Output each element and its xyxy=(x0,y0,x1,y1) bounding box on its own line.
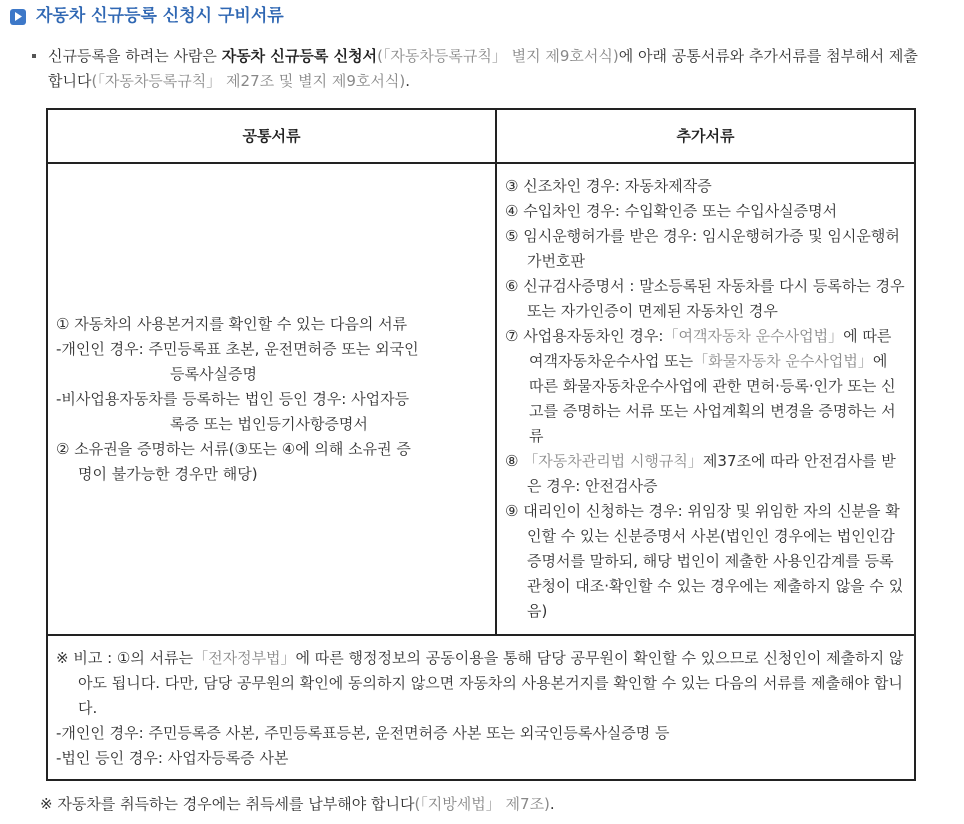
list-item xyxy=(505,324,906,449)
intro-text-2: 에 아래 공통서류와 추가서류를 첨부해서 제출합니다 xyxy=(48,47,918,90)
remark-text-body: 에 따른 행정정보의 공동이용을 통해 담당 공무원이 확인할 수 있으므로 신청인이 제출하지 않아도 됩니다. 다만, 담당 공무원의 확인에 동의하지 않으면 자동차의 사용본거지를 확인할 수 있는 다음의 서류를 제출해야 합니다. xyxy=(78,649,904,717)
remark-text-start: ※ 비고 : ①의 서류는 xyxy=(56,649,194,667)
item-text: ⑦ 사업용자동차인 경우: xyxy=(505,327,664,345)
documents-table xyxy=(46,108,916,781)
item-text: 에 따른 여객자동차운수사업 또는 xyxy=(529,327,892,370)
list-item: 등록사실증명 xyxy=(170,364,257,383)
list-item: ⑥ 신규검사증명서 : 말소등록된 자동차를 다시 등록하는 경우 또는 자가인증이 면제된 자동차인 경우 xyxy=(505,277,905,320)
bullet-marker xyxy=(32,54,36,58)
item-text: ⑧ xyxy=(505,452,519,470)
table-row xyxy=(47,163,915,635)
law-reference-link[interactable]: 「자동차관리법 시행규칙」 xyxy=(523,452,703,470)
remarks-cell xyxy=(47,635,915,780)
column-header-common: 공통서류 xyxy=(47,109,496,163)
list-item: ① 자동차의 사용본거지를 확인할 수 있는 다음의 서류 xyxy=(56,314,408,333)
table-header-row xyxy=(47,109,915,163)
intro-paragraph xyxy=(36,44,926,94)
list-item: -개인인 경우: 주민등록표 초본, 운전면허증 또는 외국인 xyxy=(56,339,419,358)
item-text: 에 따른 화물자동차운수사업에 관한 면허·등록·인가 또는 신고를 증명하는 서류 또는 사업계획의 변경을 증명하는 서류 xyxy=(529,352,896,445)
remark-list-item: -법인 등인 경우: 사업자등록증 사본 xyxy=(56,749,289,767)
list-item: ⑨ 대리인이 신청하는 경우: 위임장 및 위임한 자의 신분을 확인할 수 있는 신분증명서 사본(법인인 경우에는 법인인감증명서를 말하되, 해당 법인이 제출한 사용인감계를 등록관청이 대조·확인할 수 있는 경우에는 제출하지 않을 수 있음) xyxy=(505,502,904,620)
intro-text-1: 신규등록을 하려는 사람은 xyxy=(48,47,222,65)
law-reference-link[interactable]: (「지방세법」 제7조) xyxy=(414,795,550,813)
footer-text-end: . xyxy=(549,795,555,813)
law-reference-link[interactable]: (「자동차등록규칙」 제27조 및 별지 제9호서식) xyxy=(91,72,406,90)
list-item xyxy=(505,449,906,499)
list-item: ④ 수입차인 경우: 수입확인증 또는 수입사실증명서 xyxy=(505,202,838,220)
page-title: 자동차 신규등록 신청시 구비서류 xyxy=(36,6,284,26)
remark-list-item: -개인인 경우: 주민등록증 사본, 주민등록표등본, 운전면허증 사본 또는 외국인등록사실증명 등 xyxy=(56,724,670,742)
additional-documents-cell xyxy=(496,163,915,635)
form-name: 자동차 신규등록 신청서 xyxy=(221,47,378,65)
note-row xyxy=(47,635,915,780)
law-reference-link[interactable]: 「여객자동차 운수사업법」 xyxy=(663,327,844,345)
item-text: 제37조에 따라 안전검사를 받은 경우: 안전검사증 xyxy=(527,452,896,495)
footer-note xyxy=(40,792,555,817)
list-item: 명이 불가능한 경우만 해당) xyxy=(78,464,258,483)
common-documents-cell xyxy=(47,163,496,635)
footer-text: ※ 자동차를 취득하는 경우에는 취득세를 납부해야 합니다 xyxy=(40,795,415,813)
list-item: 록증 또는 법인등기사항증명서 xyxy=(170,414,368,433)
law-reference-link[interactable]: 「화물자동차 운수사업법」 xyxy=(693,352,873,370)
law-reference-link[interactable]: (「자동차등록규칙」 별지 제9호서식) xyxy=(377,47,619,65)
play-triangle-icon xyxy=(10,9,26,25)
remark-text xyxy=(56,646,906,721)
law-reference-link[interactable]: 「전자정부법」 xyxy=(193,649,296,667)
intro-text-3: . xyxy=(405,72,411,90)
column-header-additional: 추가서류 xyxy=(496,109,915,163)
section-heading xyxy=(10,4,284,29)
list-item: -비사업용자동차를 등록하는 법인 등인 경우: 사업자등 xyxy=(56,389,410,408)
list-item: ③ 신조차인 경우: 자동차제작증 xyxy=(505,177,712,195)
list-item: ⑤ 임시운행허가를 받은 경우: 임시운행허가증 및 임시운행허가번호판 xyxy=(505,227,900,270)
list-item: ② 소유권을 증명하는 서류(③또는 ④에 의해 소유권 증 xyxy=(56,439,411,458)
